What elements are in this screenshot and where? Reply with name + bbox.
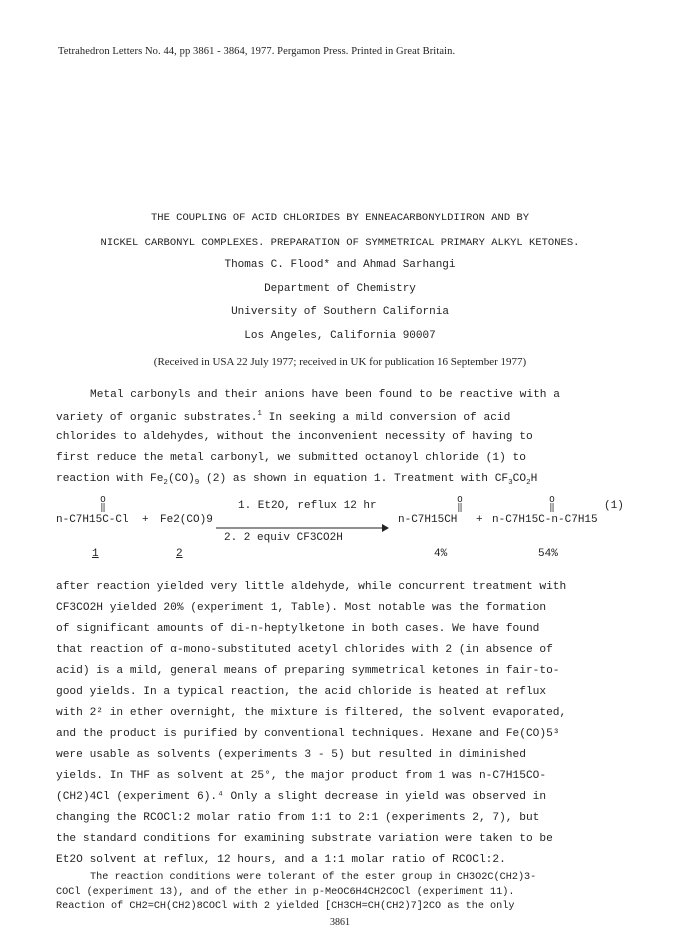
condition-step-2: 2. 2 equiv CF3CO2H xyxy=(224,532,343,544)
paragraph-2-line-4: that reaction of α-mono-substituted acetyl chlorides with 2 (in absence of xyxy=(56,644,553,656)
paragraph-2-line-14: Et2O solvent at reflux, 12 hours, and a 1:1 molar ratio of RCOCl:2. xyxy=(56,854,506,866)
paragraph-2-line-12: changing the RCOCl:2 molar ratio from 1:1 to 2:1 (experiments 2, 7), but xyxy=(56,812,540,824)
plus-sign-1: + xyxy=(142,514,149,526)
paragraph-2-line-8: and the product is purified by conventional techniques. Hexane and Fe(CO)5³ xyxy=(56,728,560,740)
text-span: H xyxy=(530,473,538,485)
paragraph-2-line-11: (CH2)4Cl (experiment 6).⁴ Only a slight decrease in yield was observed in xyxy=(56,791,547,803)
compound-label-2: 2 xyxy=(176,548,183,560)
paragraph-1-line-1: Metal carbonyls and their anions have been found to be reactive with a xyxy=(90,389,560,401)
paragraph-2-line-3: of significant amounts of di-n-heptylketone in both cases. We have found xyxy=(56,623,540,635)
reactant-iron-carbonyl: Fe2(CO)9 xyxy=(160,514,213,526)
paragraph-2-line-1: after reaction yielded very little aldehyde, while concurrent treatment with xyxy=(56,581,567,593)
text-span: variety of organic substrates. xyxy=(56,412,258,424)
product-ketone: n-C7H15C-n-C7H15 xyxy=(492,514,598,526)
plus-sign-2: + xyxy=(476,514,483,526)
paragraph-2-line-9: were usable as solvents (experiments 3 - 5) but resulted in diminished xyxy=(56,749,526,761)
equation-number: (1) xyxy=(604,500,624,512)
affiliation-department: Department of Chemistry xyxy=(264,283,416,295)
compound-label-1: 1 xyxy=(92,548,99,560)
journal-header: Tetrahedron Letters No. 44, pp 3861 - 3864, 1977. Pergamon Press. Printed in Great Britain. xyxy=(58,46,456,57)
paragraph-3-line-1: The reaction conditions were tolerant of the ester group in CH3O2C(CH2)3- xyxy=(90,872,537,883)
reactant-acid-chloride: n-C7H15C-Cl xyxy=(56,514,129,526)
yield-aldehyde: 4% xyxy=(434,548,448,560)
paragraph-2-line-6: good yields. In a typical reaction, the acid chloride is heated at reflux xyxy=(56,686,547,698)
text-span: (CO) xyxy=(167,473,195,485)
title-line-2: NICKEL CARBONYL COMPLEXES. PREPARATION OF SYMMETRICAL PRIMARY ALKYL KETONES. xyxy=(100,237,580,249)
paragraph-3-line-3: Reaction of CH2=CH(CH2)8COCl with 2 yielded [CH3CH=CH(CH2)7]2CO as the only xyxy=(56,901,515,912)
condition-step-1: 1. Et2O, reflux 12 hr xyxy=(238,500,377,512)
text-span: In seeking a mild conversion of acid xyxy=(261,412,511,424)
carbonyl-o-2: O ‖ xyxy=(457,495,463,513)
carbonyl-o-1: O ‖ xyxy=(100,495,106,513)
affiliation-address: Los Angeles, California 90007 xyxy=(244,330,436,342)
carbonyl-o-3: O ‖ xyxy=(549,495,555,513)
received-dates: (Received in USA 22 July 1977; received in UK for publication 16 September 1977) xyxy=(153,356,527,368)
affiliation-university: University of Southern California xyxy=(231,306,449,318)
paragraph-3-line-2: COCl (experiment 13), and of the ether in p-MeOC6H4CH2COCl (experiment 11). xyxy=(56,887,515,898)
yield-ketone: 54% xyxy=(538,548,558,560)
authors: Thomas C. Flood* and Ahmad Sarhangi xyxy=(224,259,456,271)
title-line-1: THE COUPLING OF ACID CHLORIDES BY ENNEACARBONYLDIIRON AND BY xyxy=(150,212,530,224)
paragraph-1-line-2 xyxy=(56,410,510,424)
paragraph-1-line-3: chlorides to aldehydes, without the inconvenient necessity of having to xyxy=(56,431,533,443)
paragraph-1-line-5: reaction with $Fe_2(CO)_9$ (2) as shown in equation 1. Treatment with $CF_3CO_2H$ xyxy=(56,473,538,487)
paragraph-2-line-10: yields. In THF as solvent at 25°, the major product from 1 was n-C7H15CO- xyxy=(56,770,547,782)
product-aldehyde: n-C7H15CH xyxy=(398,514,458,526)
text-span: reaction with Fe xyxy=(56,473,164,485)
paragraph-2-line-2: CF3CO2H yielded 20% (experiment 1, Table). Most notable was the formation xyxy=(56,602,547,614)
reaction-arrow-icon xyxy=(216,524,389,532)
page-number: 3861 xyxy=(330,917,350,928)
paragraph-2-line-7: with 2² in ether overnight, the mixture is filtered, the solvent evaporated, xyxy=(56,707,567,719)
text-span: CO xyxy=(512,473,527,485)
text-span: (2) as shown in equation 1. Treatment with CF xyxy=(199,473,509,485)
paragraph-1-line-4: first reduce the metal carbonyl, we submitted octanoyl chloride (1) to xyxy=(56,452,526,464)
paragraph-2-line-5: acid) is a mild, general means of preparing symmetrical ketones in fair-to- xyxy=(56,665,560,677)
paragraph-2-line-13: the standard conditions for examining substrate variation were taken to be xyxy=(56,833,553,845)
footnote-ref: 1 xyxy=(257,410,262,418)
